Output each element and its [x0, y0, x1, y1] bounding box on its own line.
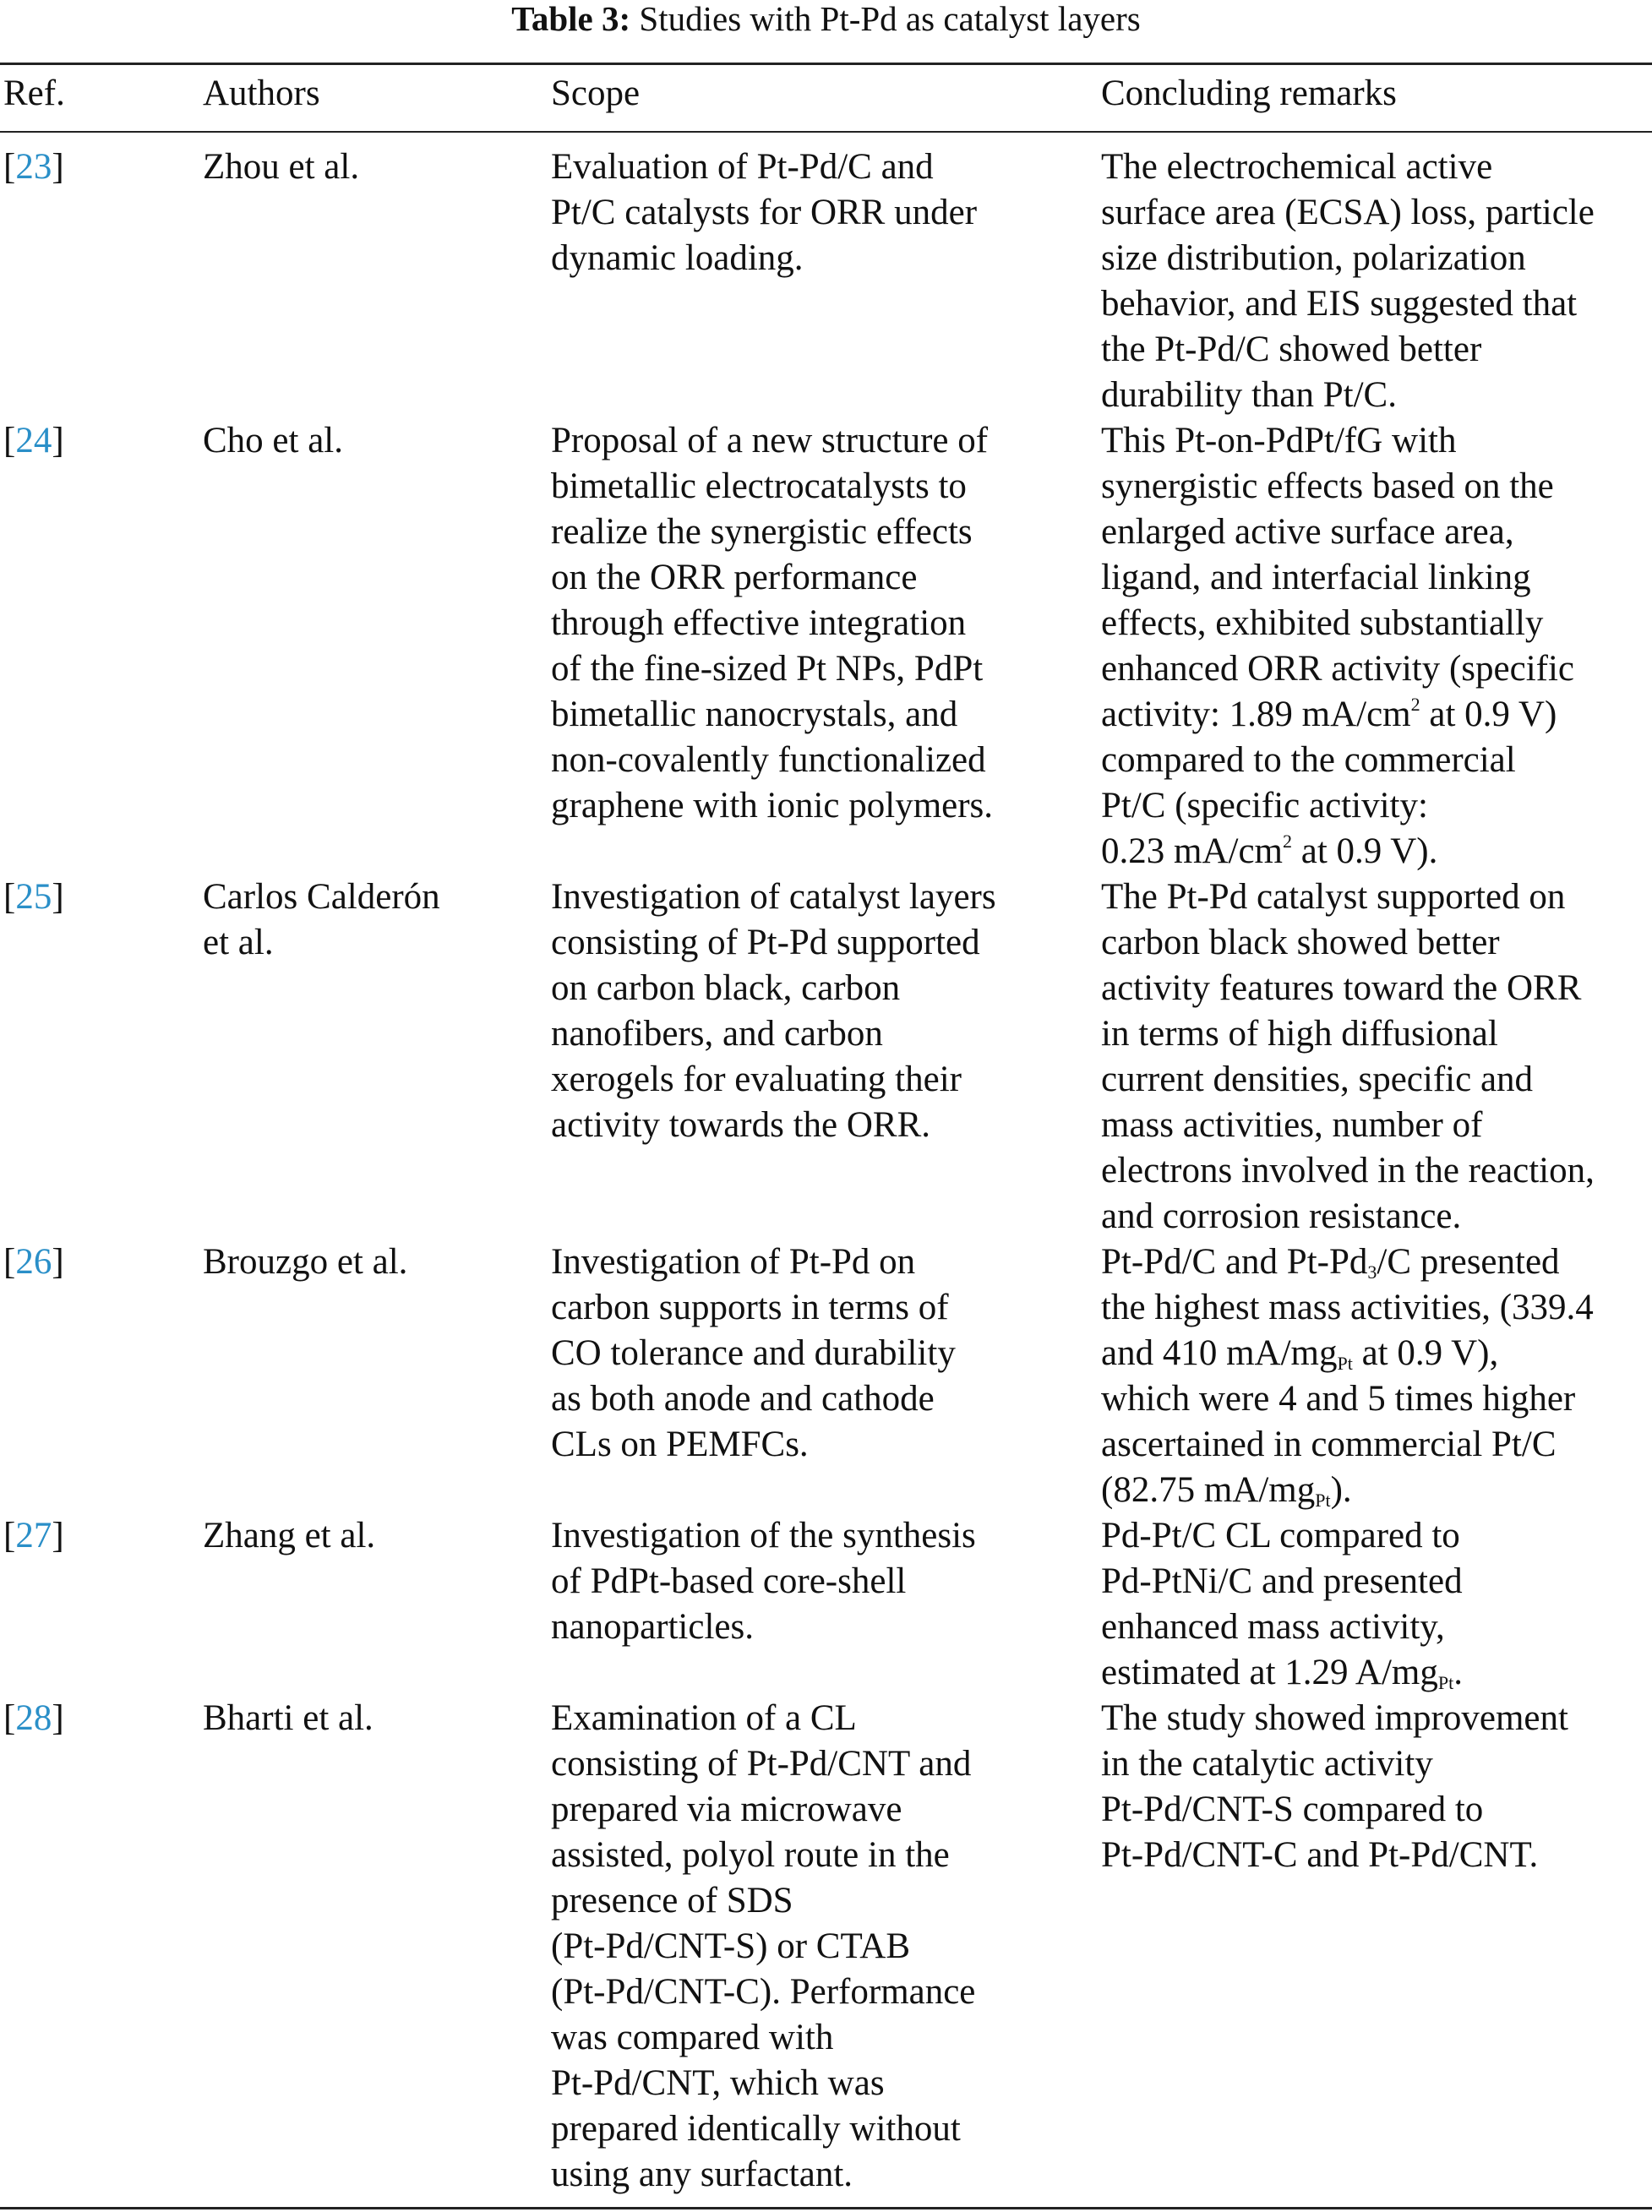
scope-line: Evaluation of Pt-Pd/C and — [551, 147, 934, 187]
remarks-line: enlarged active surface area, — [1101, 512, 1514, 552]
superscript: 2 — [1282, 831, 1292, 852]
remarks-line: in terms of high diffusional — [1101, 1014, 1498, 1054]
remarks-text: at 0.9 V). — [1291, 831, 1438, 871]
scope-line: CLs on PEMFCs. — [551, 1425, 809, 1464]
remarks-line: Pd-PtNi/C and presented — [1101, 1561, 1463, 1601]
remarks-line — [1101, 1650, 1463, 1696]
remarks-line: The study showed improvement — [1101, 1698, 1568, 1738]
remarks-text: estimated at 1.29 A/mg — [1101, 1653, 1438, 1692]
scope-cell — [551, 418, 993, 829]
scope-cell — [551, 1696, 975, 2198]
remarks-line: and corrosion resistance. — [1101, 1196, 1462, 1236]
remarks-line: activity features toward the ORR — [1101, 968, 1582, 1008]
scope-cell — [551, 874, 996, 1148]
remarks-line: Pd-Pt/C CL compared to — [1101, 1516, 1460, 1555]
ref-link[interactable]: 25 — [15, 877, 52, 917]
scope-line: bimetallic nanocrystals, and — [551, 695, 958, 734]
remarks-text: 0.23 mA/cm — [1101, 831, 1283, 871]
ref-link[interactable]: 24 — [15, 421, 52, 460]
remarks-line — [1101, 1468, 1594, 1513]
authors-cell — [203, 1696, 373, 1741]
scope-cell — [551, 1513, 976, 1650]
authors-line: Cho et al. — [203, 421, 343, 460]
remarks-line: compared to the commercial — [1101, 740, 1516, 780]
ref-link[interactable]: 27 — [15, 1516, 52, 1555]
scope-line: Investigation of the synthesis — [551, 1516, 976, 1555]
scope-line: assisted, polyol route in the — [551, 1835, 950, 1875]
header-ref: Ref. — [3, 74, 65, 113]
scope-line: dynamic loading. — [551, 238, 804, 278]
remarks-line: This Pt-on-PdPt/fG with — [1101, 421, 1457, 460]
ref-cell: [28] — [3, 1698, 64, 1738]
scope-line: prepared identically without — [551, 2109, 961, 2149]
remarks-line: enhanced mass activity, — [1101, 1607, 1445, 1647]
scope-line: using any surfactant. — [551, 2155, 853, 2194]
scope-line: carbon supports in terms of — [551, 1288, 949, 1327]
ref-link[interactable]: 23 — [15, 147, 52, 187]
scope-line: presence of SDS — [551, 1881, 793, 1921]
scope-line: Investigation of catalyst layers — [551, 877, 996, 917]
scope-line: Pt-Pd/CNT, which was — [551, 2063, 885, 2103]
scope-line: non-covalently functionalized — [551, 740, 986, 780]
authors-cell — [203, 874, 440, 966]
subscript: Pt — [1437, 1672, 1454, 1693]
remarks-line: the highest mass activities, (339.4 — [1101, 1288, 1594, 1327]
remarks-line: Pt/C (specific activity: — [1101, 786, 1428, 825]
remarks-line: Pt-Pd/CNT-S compared to — [1101, 1790, 1484, 1829]
table-caption — [0, 0, 1652, 37]
ref-link[interactable]: 28 — [15, 1698, 52, 1738]
superscript: 2 — [1410, 694, 1420, 715]
remarks-line: Pt-Pd/CNT-C and Pt-Pd/CNT. — [1101, 1835, 1539, 1875]
scope-line: Proposal of a new structure of — [551, 421, 989, 460]
subscript: Pt — [1315, 1490, 1331, 1511]
scope-line: Investigation of Pt-Pd on — [551, 1242, 916, 1282]
table-label: Table 3: — [511, 0, 631, 38]
scope-line: of PdPt-based core-shell — [551, 1561, 907, 1601]
remarks-line: the Pt-Pd/C showed better — [1101, 330, 1482, 369]
scope-line: of the fine-sized Pt NPs, PdPt — [551, 649, 984, 689]
authors-cell — [203, 1239, 407, 1285]
remarks-cell — [1101, 1696, 1568, 1878]
table-title: Studies with Pt-Pd as catalyst layers — [639, 0, 1141, 38]
remarks-line: current densities, specific and — [1101, 1060, 1534, 1099]
ref-link[interactable]: 26 — [15, 1242, 52, 1282]
scope-line: (Pt-Pd/CNT-C). Performance — [551, 1972, 976, 2012]
authors-line: Carlos Calderón — [203, 877, 440, 917]
ref-cell: [25] — [3, 877, 64, 917]
remarks-text: at 0.9 V) — [1420, 695, 1557, 734]
header-authors: Authors — [203, 74, 320, 113]
authors-cell — [203, 144, 359, 190]
scope-line: through effective integration — [551, 603, 967, 643]
scope-line: nanoparticles. — [551, 1607, 754, 1647]
remarks-line: behavior, and EIS suggested that — [1101, 284, 1578, 324]
ref-cell: [27] — [3, 1516, 64, 1555]
scope-line: graphene with ionic polymers. — [551, 786, 994, 825]
remarks-line: carbon black showed better — [1101, 923, 1500, 962]
remarks-cell — [1101, 1239, 1594, 1513]
remarks-line: durability than Pt/C. — [1101, 375, 1397, 415]
remarks-text: (82.75 mA/mg — [1101, 1470, 1316, 1510]
ref-cell: [23] — [3, 147, 64, 187]
remarks-line — [1101, 692, 1574, 738]
remarks-line: enhanced ORR activity (specific — [1101, 649, 1574, 689]
scope-cell — [551, 144, 977, 281]
remarks-line: in the catalytic activity — [1101, 1744, 1433, 1784]
scope-line: consisting of Pt-Pd/CNT and — [551, 1744, 972, 1784]
remarks-line: electrons involved in the reaction, — [1101, 1151, 1595, 1190]
header-rule — [0, 131, 1652, 133]
remarks-line: ascertained in commercial Pt/C — [1101, 1425, 1557, 1464]
scope-line: nanofibers, and carbon — [551, 1014, 883, 1054]
scope-cell — [551, 1239, 956, 1468]
remarks-line: which were 4 and 5 times higher — [1101, 1379, 1576, 1419]
bottom-rule — [0, 2207, 1652, 2209]
remarks-line: synergistic effects based on the — [1101, 466, 1554, 506]
scope-line: bimetallic electrocatalysts to — [551, 466, 967, 506]
remarks-cell — [1101, 1513, 1463, 1696]
scope-line: was compared with — [551, 2018, 834, 2057]
scope-line: Pt/C catalysts for ORR under — [551, 193, 978, 232]
remarks-line: mass activities, number of — [1101, 1105, 1483, 1145]
scope-line: xerogels for evaluating their — [551, 1060, 962, 1099]
ref-cell: [26] — [3, 1242, 64, 1282]
remarks-line: size distribution, polarization — [1101, 238, 1526, 278]
authors-line: Zhang et al. — [203, 1516, 376, 1555]
remarks-line — [1101, 829, 1574, 874]
subscript: 3 — [1367, 1261, 1377, 1283]
remarks-text: . — [1453, 1653, 1463, 1692]
remarks-cell — [1101, 418, 1574, 874]
remarks-cell — [1101, 144, 1595, 418]
authors-line: et al. — [203, 923, 274, 962]
scope-line: realize the synergistic effects — [551, 512, 973, 552]
remarks-line: The Pt-Pd catalyst supported on — [1101, 877, 1566, 917]
top-rule — [0, 63, 1652, 65]
subscript: Pt — [1337, 1353, 1353, 1374]
authors-cell — [203, 418, 343, 464]
remarks-line: surface area (ECSA) loss, particle — [1101, 193, 1595, 232]
header-remarks: Concluding remarks — [1101, 74, 1397, 113]
scope-line: prepared via microwave — [551, 1790, 902, 1829]
header-scope: Scope — [551, 74, 641, 113]
scope-line: Examination of a CL — [551, 1698, 857, 1738]
remarks-line: effects, exhibited substantially — [1101, 603, 1544, 643]
remarks-cell — [1101, 874, 1595, 1239]
remarks-text: /C presented — [1377, 1242, 1560, 1282]
ref-cell: [24] — [3, 421, 64, 460]
scope-line: consisting of Pt-Pd supported — [551, 923, 980, 962]
scope-line: on the ORR performance — [551, 558, 918, 597]
remarks-line: The electrochemical active — [1101, 147, 1493, 187]
scope-line: (Pt-Pd/CNT-S) or CTAB — [551, 1926, 911, 1966]
authors-line: Bharti et al. — [203, 1698, 373, 1738]
remarks-text: Pt-Pd/C and Pt-Pd — [1101, 1242, 1368, 1282]
remarks-text: and 410 mA/mg — [1101, 1333, 1338, 1373]
scope-line: on carbon black, carbon — [551, 968, 901, 1008]
remarks-text: ). — [1330, 1470, 1352, 1510]
remarks-text: activity: 1.89 mA/cm — [1101, 695, 1411, 734]
authors-line: Brouzgo et al. — [203, 1242, 408, 1282]
remarks-line — [1101, 1239, 1594, 1285]
scope-line: CO tolerance and durability — [551, 1333, 956, 1373]
remarks-text: at 0.9 V), — [1352, 1333, 1499, 1373]
remarks-line — [1101, 1331, 1594, 1376]
authors-line: Zhou et al. — [203, 147, 360, 187]
scope-line: activity towards the ORR. — [551, 1105, 931, 1145]
scope-line: as both anode and cathode — [551, 1379, 935, 1419]
authors-cell — [203, 1513, 375, 1559]
remarks-line: ligand, and interfacial linking — [1101, 558, 1531, 597]
